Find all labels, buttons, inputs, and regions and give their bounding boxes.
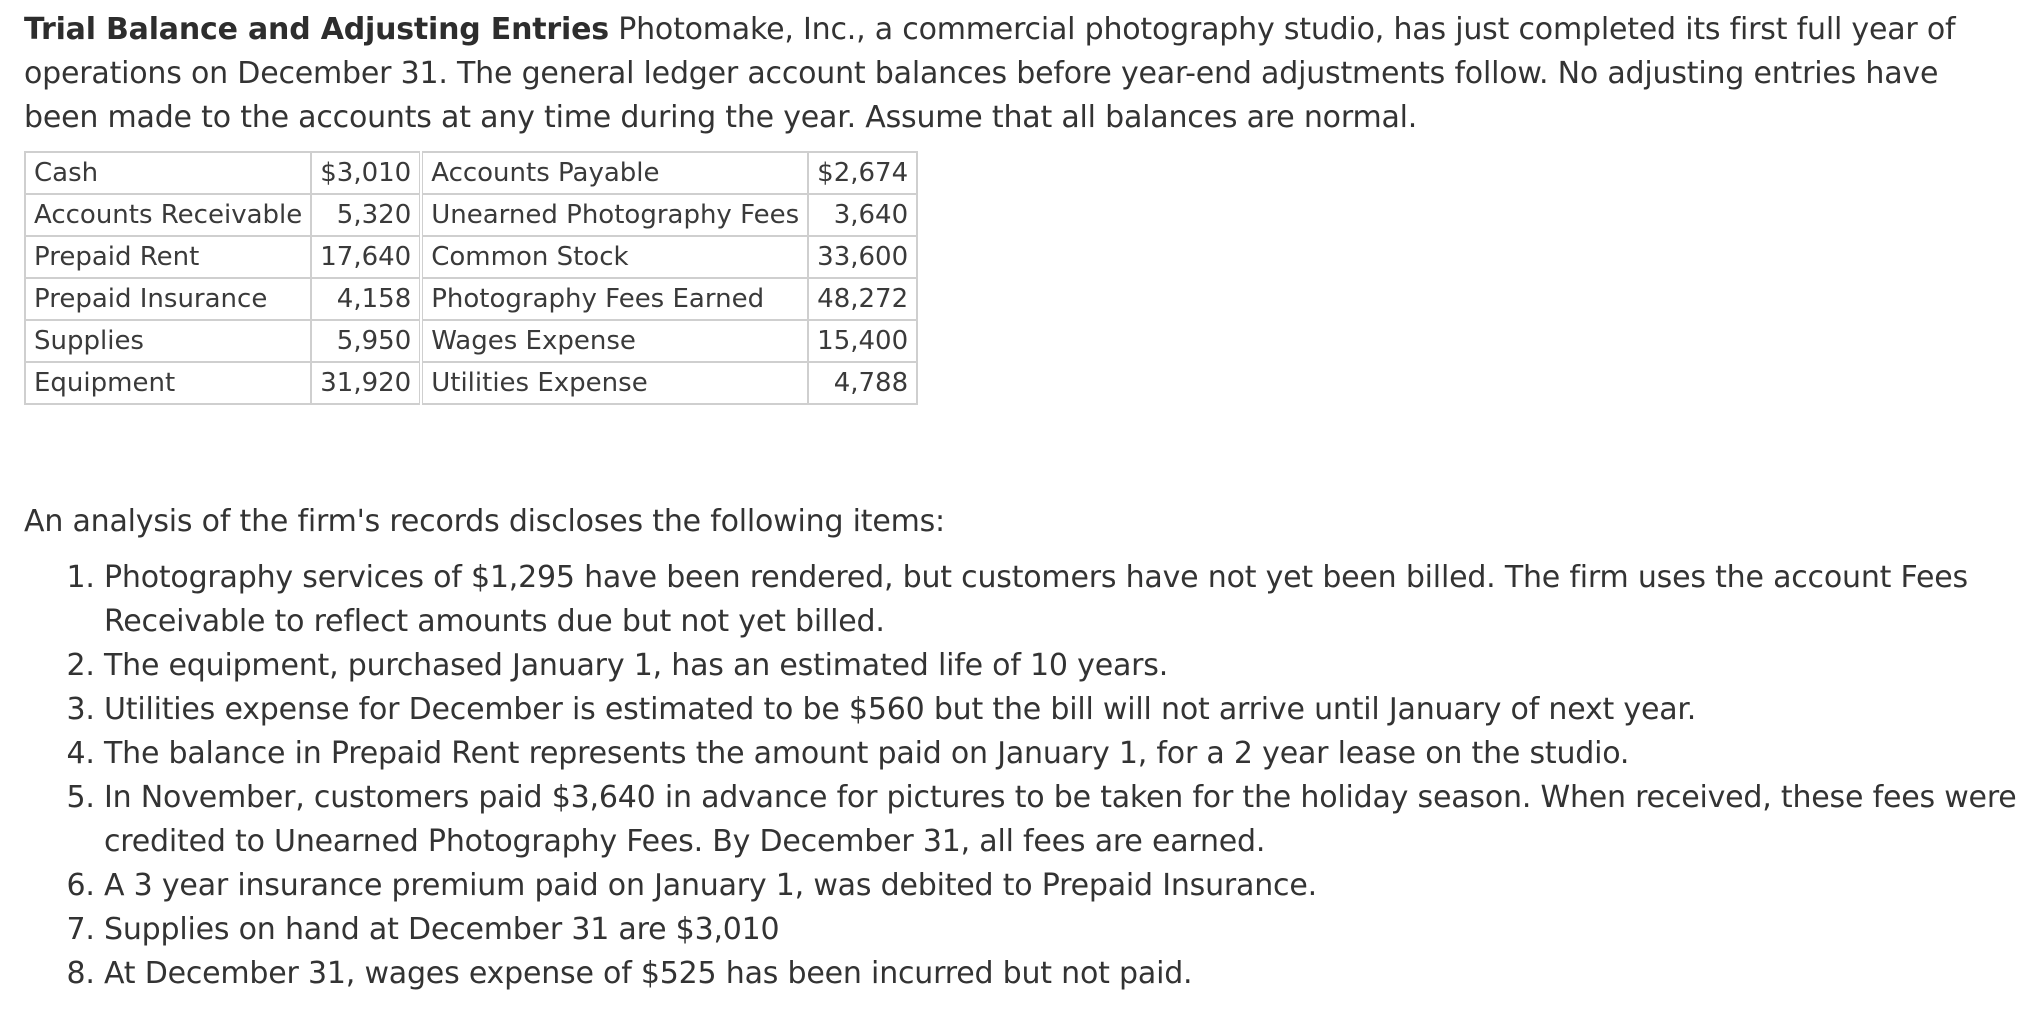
left-account-cell: Equipment xyxy=(25,362,311,404)
left-amount-cell: 5,320 xyxy=(311,194,421,236)
left-account-cell: Cash xyxy=(25,152,311,194)
right-amount-cell: 3,640 xyxy=(808,194,917,236)
table-row xyxy=(25,194,917,236)
right-account-cell: Accounts Payable xyxy=(421,152,808,194)
left-amount-cell: 4,158 xyxy=(311,278,421,320)
right-amount-cell: $2,674 xyxy=(808,152,917,194)
left-amount-cell: 17,640 xyxy=(311,236,421,278)
left-amount-cell: 31,920 xyxy=(311,362,421,404)
list-item: 1. Photography services of $1,295 have been rendered, but customers have not yet been billed. The firm uses the account Fees Receivable to reflect amounts due but not yet billed. xyxy=(104,556,2027,644)
right-account-cell: Photography Fees Earned xyxy=(421,278,808,320)
list-item: 4. The balance in Prepaid Rent represents the amount paid on January 1, for a 2 year lease on the studio. xyxy=(104,732,2027,776)
left-account-cell: Accounts Receivable xyxy=(25,194,311,236)
right-account-cell: Utilities Expense xyxy=(421,362,808,404)
analysis-heading: An analysis of the firm's records discloses the following items: xyxy=(24,504,945,539)
account-balances-table xyxy=(24,151,918,405)
list-item: 7. Supplies on hand at December 31 are $3,010 xyxy=(104,908,2027,952)
left-account-cell: Supplies xyxy=(25,320,311,362)
right-account-cell: Unearned Photography Fees xyxy=(421,194,808,236)
list-item: 6. A 3 year insurance premium paid on January 1, was debited to Prepaid Insurance. xyxy=(104,864,2027,908)
table-row xyxy=(25,236,917,278)
left-amount-cell: 5,950 xyxy=(311,320,421,362)
list-item: 2. The equipment, purchased January 1, has an estimated life of 10 years. xyxy=(104,644,2027,688)
left-account-cell: Prepaid Insurance xyxy=(25,278,311,320)
problem-page xyxy=(24,8,2017,991)
right-amount-cell: 4,788 xyxy=(808,362,917,404)
table-row xyxy=(25,278,917,320)
list-item: 5. In November, customers paid $3,640 in advance for pictures to be taken for the holiday season. When received, these fees were credited to Unearned Photography Fees. By December 31, all fees are earned. xyxy=(104,776,2027,864)
right-amount-cell: 48,272 xyxy=(808,278,917,320)
right-amount-cell: 33,600 xyxy=(808,236,917,278)
table-row xyxy=(25,320,917,362)
list-item: 8. At December 31, wages expense of $525 has been incurred but not paid. xyxy=(104,952,2027,996)
left-amount-cell: $3,010 xyxy=(311,152,421,194)
intro-paragraph xyxy=(24,8,2014,140)
left-account-cell: Prepaid Rent xyxy=(25,236,311,278)
table-row xyxy=(25,362,917,404)
problem-title: Trial Balance and Adjusting Entries xyxy=(24,12,609,47)
right-account-cell: Wages Expense xyxy=(421,320,808,362)
list-item: 3. Utilities expense for December is estimated to be $560 but the bill will not arrive until January of next year. xyxy=(104,688,2027,732)
right-account-cell: Common Stock xyxy=(421,236,808,278)
table-row xyxy=(25,152,917,194)
right-amount-cell: 15,400 xyxy=(808,320,917,362)
analysis-items-list xyxy=(24,556,2027,996)
intro-text: Photomake, Inc., a commercial photography studio, has just completed its first full year of operations on December 31. The general ledger account balances before year-end adjustments follow. No adjusting entries have been made to the accounts at any time during the year. Assume that all balances are normal. xyxy=(24,12,1956,135)
